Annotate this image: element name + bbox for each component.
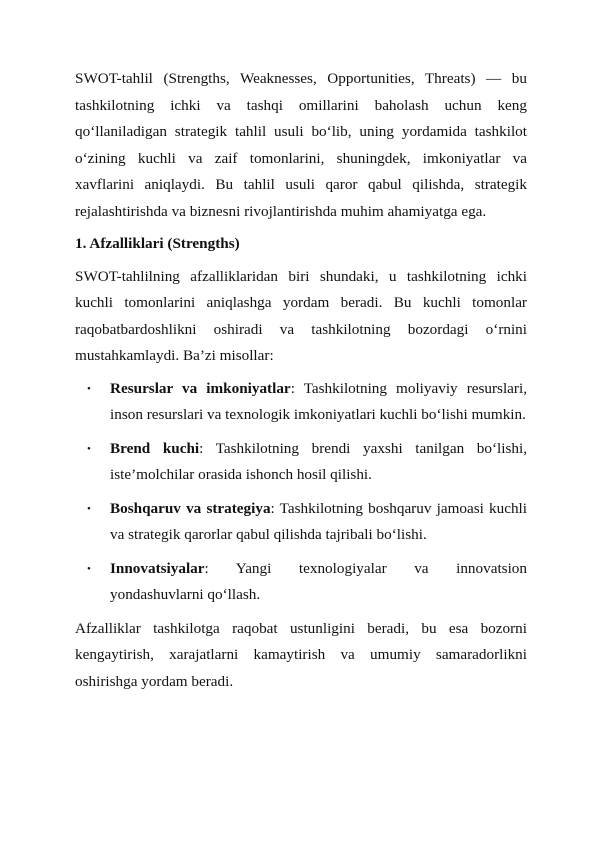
list-item-term: Brend kuchi: [110, 439, 200, 457]
section-heading: 1. Afzalliklari (Strengths): [75, 235, 240, 252]
bullet-icon: •: [87, 442, 91, 455]
bullet-icon: •: [87, 502, 91, 515]
strengths-list: [75, 376, 527, 609]
list-item-term: Resurslar va imkoniyatlar: [110, 379, 291, 397]
conclusion-paragraph: Afzalliklar tashkilotga raqobat ustunligini beradi, bu esa bozorni kengaytirish, xarajatlarni kamaytirish va umumiy samaradorlikni oshirishga yordam beradi.: [75, 619, 527, 690]
list-item-term: Innovatsiyalar: [110, 559, 205, 577]
list-item-text: : Tashkilotning boshqaruv jamoasi kuchli va strategik qarorlar qabul qilishda tajribali bo‘lishi.: [110, 499, 527, 543]
list-item: [75, 496, 527, 549]
list-item-term: Boshqaruv va strategiya: [110, 499, 271, 517]
document-page: [75, 66, 527, 701]
bullet-icon: •: [87, 382, 91, 395]
list-item-text: : Tashkilotning moliyaviy resurslari, inson resurslari va texnologik imkoniyatlari kuchli bo‘lishi mumkin.: [110, 379, 528, 423]
list-item: [75, 436, 527, 489]
intro-paragraph: SWOT-tahlil (Strengths, Weaknesses, Opportunities, Threats) — bu tashkilotning ichki va tashqi omillarini baholash uchun keng qo‘llaniladigan strategik tahlil usuli bo‘lib, uning yordamida tashkilot o‘zining kuchli va zaif tomonlarini, shuningdek, imkoniyatlar va xavflarini aniqlaydi. Bu tahlil usuli qaror qabul qilishda, strategik rejalashtirishda va biznesni rivojlantirishda muhim ahamiyatga ega.: [75, 70, 527, 220]
list-item: [75, 376, 527, 429]
section-intro-paragraph: SWOT-tahlilning afzalliklaridan biri shundaki, u tashkilotning ichki kuchli tomonlarini aniqlashga yordam beradi. Bu kuchli tomonlar raqobatbardoshlikni oshiradi va tashkilotning bozordagi o‘rnini mustahkamlaydi. Ba’zi misollar:: [75, 267, 527, 364]
list-item-text: : Tashkilotning brendi yaxshi tanilgan bo‘lishi, iste’molchilar orasida ishonch hosil qilishi.: [110, 439, 527, 483]
list-item-text: : Yangi texnologiyalar va innovatsion yondashuvlarni qo‘llash.: [110, 559, 527, 603]
list-item: [75, 556, 527, 609]
bullet-icon: •: [87, 562, 91, 575]
